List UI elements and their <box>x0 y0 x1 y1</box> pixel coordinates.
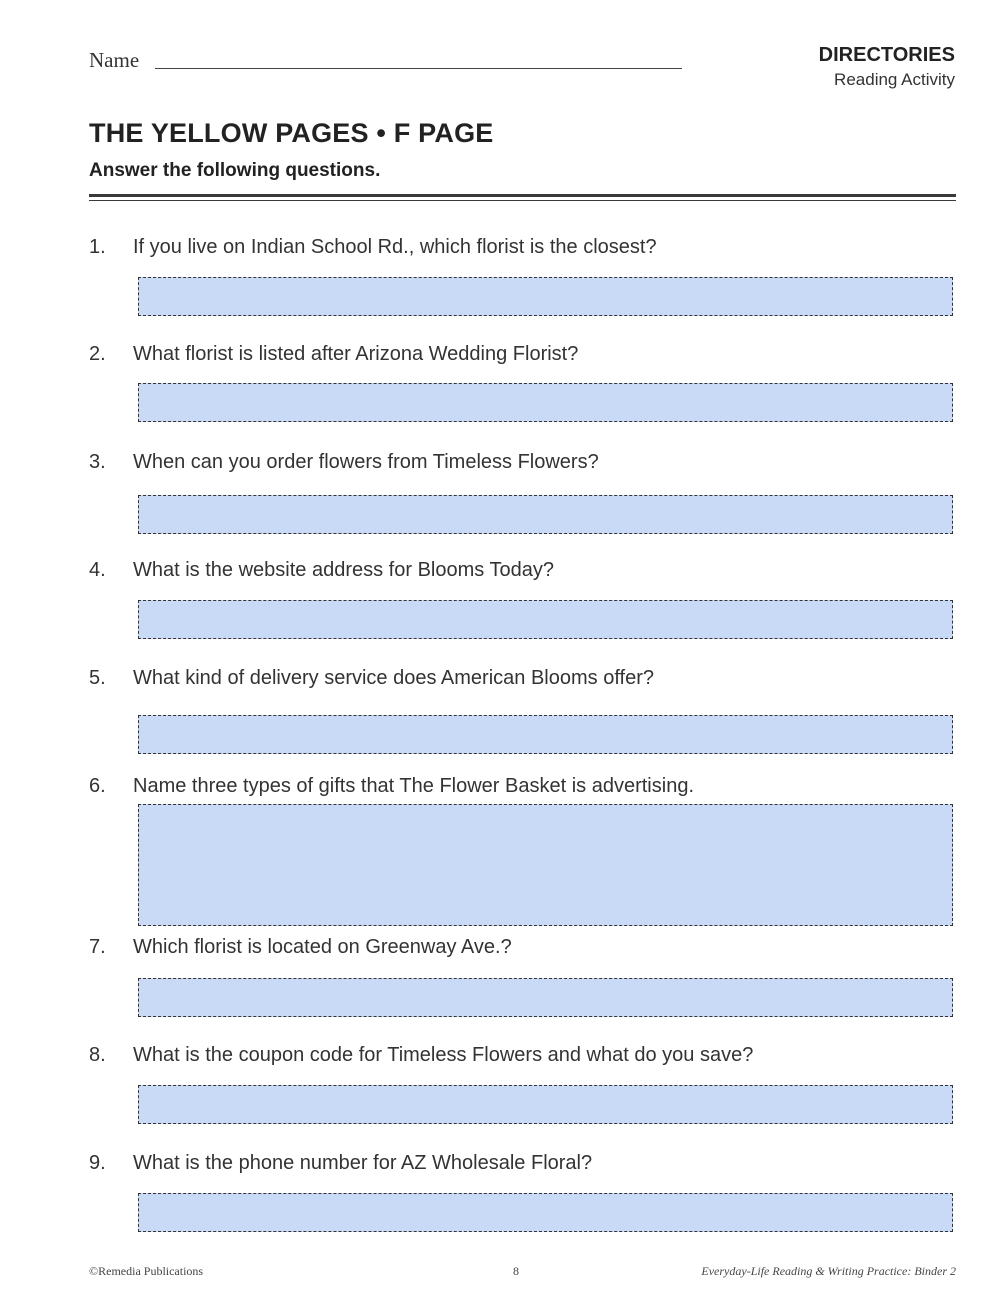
answer-field-1[interactable] <box>138 277 953 316</box>
answer-field-2[interactable] <box>138 383 953 422</box>
answer-field-8[interactable] <box>138 1085 953 1124</box>
question-number: 3. <box>89 451 106 473</box>
divider-thick <box>89 194 956 197</box>
question-text: If you live on Indian School Rd., which florist is the closest? <box>133 236 657 258</box>
page-title: THE YELLOW PAGES • F PAGE <box>89 118 494 148</box>
question-number: 9. <box>89 1152 106 1174</box>
section-title: DIRECTORIES <box>818 44 955 66</box>
question-number: 1. <box>89 236 106 258</box>
answer-field-5[interactable] <box>138 715 953 754</box>
name-label: Name <box>89 48 140 72</box>
footer-publisher: ©Remedia Publications <box>89 1264 204 1278</box>
question-number: 4. <box>89 559 106 581</box>
question-text: When can you order flowers from Timeless Flowers? <box>133 451 599 473</box>
question-number: 8. <box>89 1044 106 1066</box>
instructions: Answer the following questions. <box>89 160 381 181</box>
answer-field-6[interactable] <box>138 804 953 926</box>
footer-book-title: Everyday-Life Reading & Writing Practice: Binder 2 <box>701 1264 956 1278</box>
footer-page-number: 8 <box>513 1264 519 1278</box>
divider-thin <box>89 200 956 201</box>
answer-field-3[interactable] <box>138 495 953 534</box>
question-text: What kind of delivery service does American Blooms offer? <box>133 667 654 689</box>
question-text: What is the website address for Blooms Today? <box>133 559 554 581</box>
question-text: What is the coupon code for Timeless Flowers and what do you save? <box>133 1044 754 1066</box>
answer-field-4[interactable] <box>138 600 953 639</box>
question-number: 7. <box>89 936 106 958</box>
question-text: Which florist is located on Greenway Ave.? <box>133 936 512 958</box>
answer-field-7[interactable] <box>138 978 953 1017</box>
question-number: 2. <box>89 343 106 365</box>
question-text: Name three types of gifts that The Flower Basket is advertising. <box>133 775 694 797</box>
section-subtitle: Reading Activity <box>834 70 955 89</box>
name-line[interactable] <box>155 68 682 69</box>
question-text: What is the phone number for AZ Wholesale Floral? <box>133 1152 593 1174</box>
question-number: 5. <box>89 667 106 689</box>
question-text: What florist is listed after Arizona Wedding Florist? <box>133 343 579 365</box>
question-number: 6. <box>89 775 106 797</box>
answer-field-9[interactable] <box>138 1193 953 1232</box>
